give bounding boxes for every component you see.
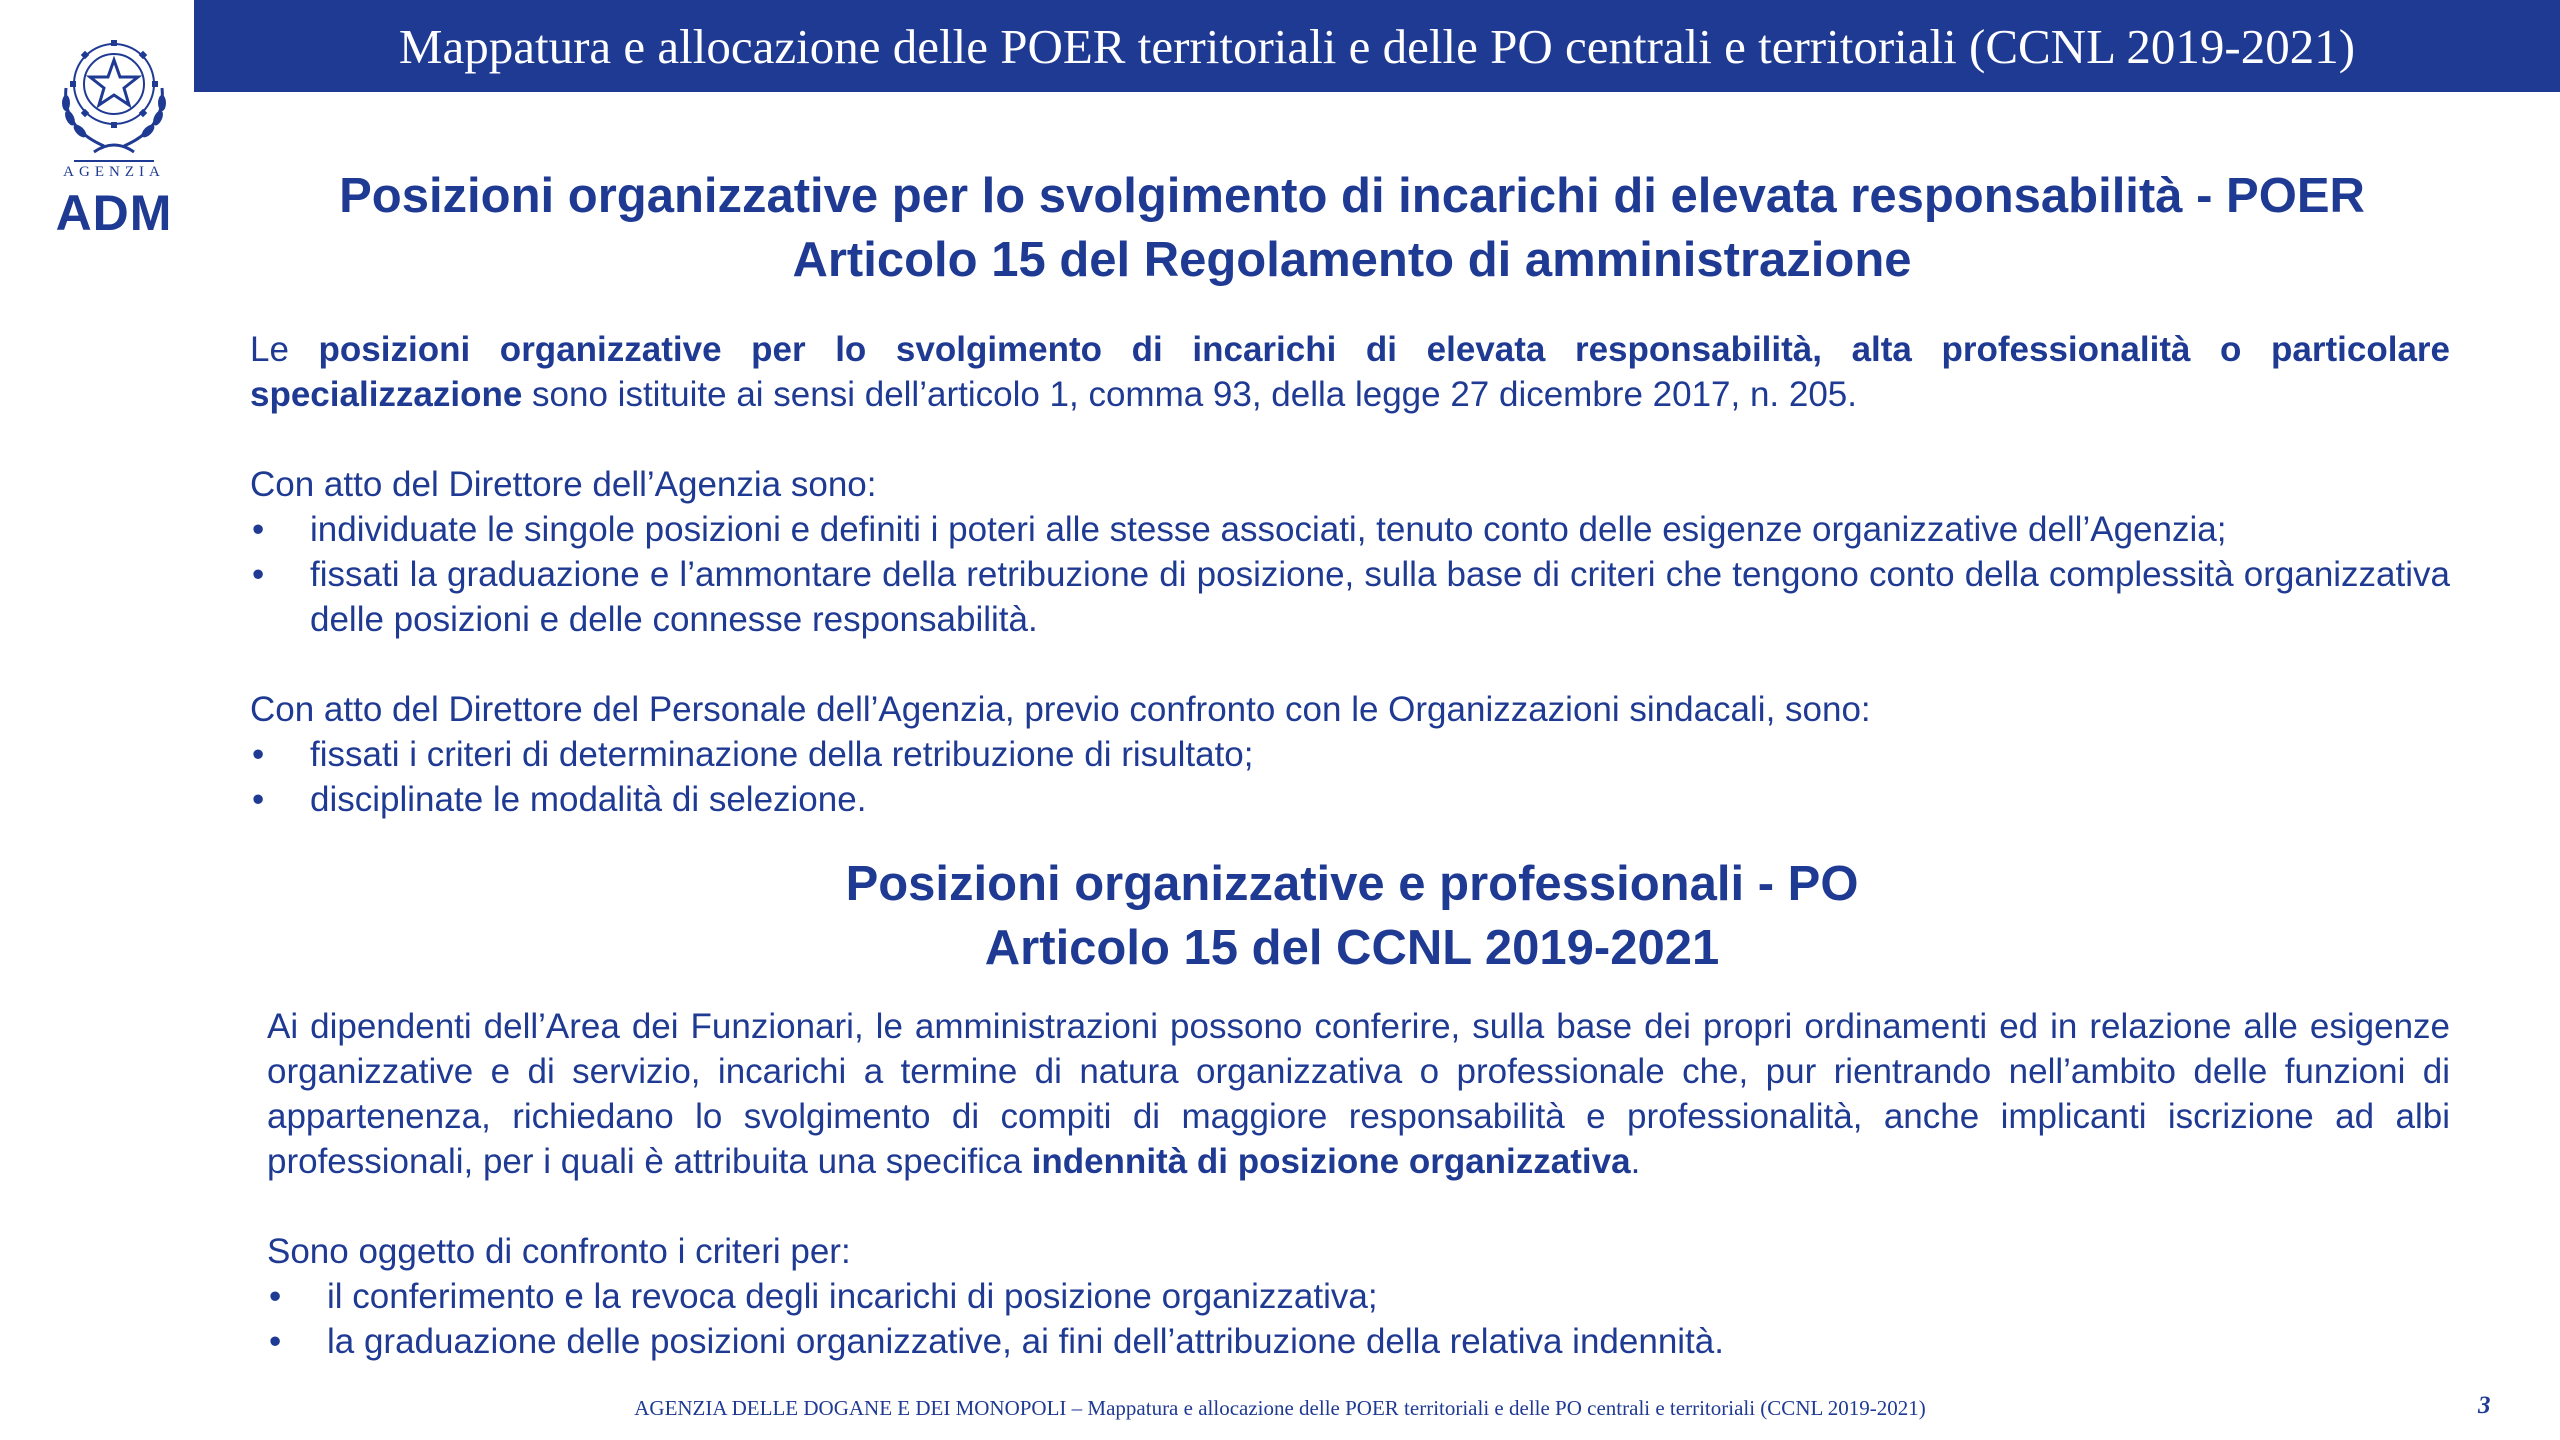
list-item-text: individuate le singole posizioni e definiti i poteri alle stesse associati, tenuto conto delle esigenze organizzative dell’Agenzia; <box>310 510 2227 549</box>
section1-title <box>194 164 2510 292</box>
section1-para2: Con atto del Direttore dell’Agenzia sono: <box>250 465 877 504</box>
section2-bullets <box>267 1274 2450 1364</box>
list-item-text: la graduazione delle posizioni organizzative, ai fini dell’attribuzione della relativa indennità. <box>327 1322 1724 1361</box>
section2-title-line1: Posizioni organizzative e professionali - PO <box>845 857 1859 911</box>
section1-body <box>250 327 2450 822</box>
header-bar <box>194 0 2560 92</box>
para1-prefix: Ai dipendenti dell’Area dei Funzionari, le amministrazioni possono conferire, sulla base dei propri ordinamenti ed in relazione alle esigenze organizzative e di servizio, incarichi a termine di natura organizzativa o professionale che, pur rientrando nell’ambito delle funzioni di appartenenza, richiedano lo svolgimento di compiti di maggiore responsabilità e professionalità, anche implicanti iscrizione ad albi professionali, per i quali è attribuita una specifica <box>267 1007 2450 1181</box>
list-item-text: disciplinate le modalità di selezione. <box>310 780 867 819</box>
list-item-text: il conferimento e la revoca degli incarichi di posizione organizzativa; <box>327 1277 1378 1316</box>
section1-title-line2: Articolo 15 del Regolamento di amministrazione <box>792 233 1912 287</box>
agency-logo <box>44 18 184 241</box>
bullet: • <box>252 735 265 774</box>
section2-title <box>194 852 2510 980</box>
list-item <box>250 777 2450 822</box>
list-item <box>250 732 2450 777</box>
section2-para1 <box>267 1004 2450 1184</box>
para1-suffix: . <box>1630 1142 1641 1181</box>
intro-prefix: Le <box>250 330 319 369</box>
footer-text: AGENZIA DELLE DOGANE E DEI MONOPOLI – Mappatura e allocazione delle POER territoriali e delle PO centrali e territoriali (CCNL 2019-2021) <box>634 1396 1926 1420</box>
section1-bullets2 <box>250 507 2450 642</box>
bullet: • <box>252 780 265 819</box>
list-item <box>250 507 2450 552</box>
italian-emblem-icon <box>44 18 184 163</box>
section1-para3: Con atto del Direttore del Personale dell’Agenzia, previo confronto con le Organizzazioni sindacali, sono: <box>250 690 1871 729</box>
section1-intro <box>250 327 2450 417</box>
logo-brand: ADM <box>55 185 173 241</box>
list-item-text: fissati la graduazione e l’ammontare della retribuzione di posizione, sulla base di criteri che tengono conto della complessità organizzativa delle posizioni e delle connesse responsabilità. <box>310 555 2450 639</box>
section1-bullets3 <box>250 732 2450 822</box>
bullet: • <box>252 555 265 594</box>
section2-body <box>267 1004 2450 1364</box>
bullet: • <box>269 1277 282 1316</box>
list-item-text: fissati i criteri di determinazione della retribuzione di risultato; <box>310 735 1254 774</box>
bullet: • <box>252 510 265 549</box>
para1-bold: indennità di posizione organizzativa <box>1031 1142 1631 1181</box>
intro-suffix: sono istituite ai sensi dell’articolo 1, comma 93, della legge 27 dicembre 2017, n. 205. <box>522 375 1857 414</box>
header-title: Mappatura e allocazione delle POER territoriali e delle PO centrali e territoriali (CCNL 2019-2021) <box>398 18 2356 74</box>
bullet: • <box>269 1322 282 1361</box>
section2-title-line2: Articolo 15 del CCNL 2019-2021 <box>984 921 1720 975</box>
section1-title-line1: Posizioni organizzative per lo svolgimento di incarichi di elevata responsabilità - POER <box>339 169 2365 223</box>
list-item <box>250 552 2450 642</box>
page-number: 3 <box>2478 1392 2491 1419</box>
list-item <box>267 1319 2450 1364</box>
intro-bold: posizioni organizzative per lo svolgimento di incarichi di elevata responsabilità, alta professionalità o particolare specializzazione <box>250 330 2451 414</box>
logo-agency-label: AGENZIA <box>63 164 165 180</box>
list-item <box>267 1274 2450 1319</box>
section2-para2: Sono oggetto di confronto i criteri per: <box>267 1232 851 1271</box>
